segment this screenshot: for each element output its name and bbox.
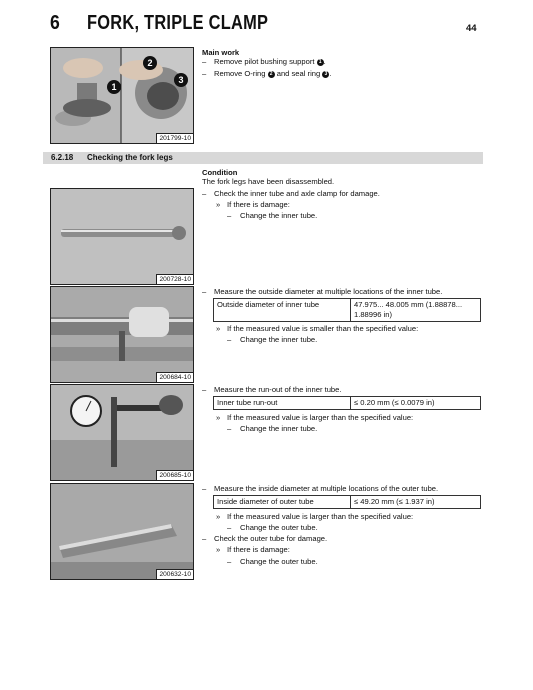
dash-bullet: – [227,335,232,344]
spec-table-runout [213,396,481,410]
spec-label: Inside diameter of outer tube [214,496,351,509]
photo-caption: 201799-10 [156,133,193,143]
photo-caption: 200684-10 [156,372,193,382]
dash-bullet: – [227,523,232,532]
step-if-larger: If the measured value is larger than the specified value: [227,413,414,422]
spec-table-outside [213,298,481,322]
photo-caption: 200685-10 [156,470,193,480]
photo-inner-tube [50,188,194,285]
photo-caption: 200728-10 [156,274,193,284]
arrow-bullet: » [216,324,221,333]
arrow-bullet: » [216,545,221,554]
step-change-outer: Change the outer tube. [240,523,318,532]
photo-measure-outside-illustration [51,287,193,382]
dash-bullet: – [202,484,207,493]
step-text: Remove O-ring [214,69,266,78]
step-text-middle: and seal ring [276,69,321,78]
dash-bullet: – [227,424,232,433]
photo-outer-tube [50,483,194,580]
spec-value: ≤ 49.20 mm (≤ 1.937 in) [351,496,481,509]
callout-2-badge: 2 [143,56,157,70]
photo-measure-outside [50,286,194,383]
ref-2-icon: 2 [268,71,275,78]
dash-bullet: – [202,385,207,394]
spec-value: ≤ 0.20 mm (≤ 0.0079 in) [351,397,481,410]
photo-runout [50,384,194,481]
photo-outer-tube-illustration [51,484,193,579]
spec-label: Outside diameter of inner tube [214,299,351,322]
step-text: Remove pilot bushing support [214,57,315,66]
step-check-outer: Check the outer tube for damage. [214,534,328,543]
step-change-inner-3: Change the inner tube. [240,424,318,433]
condition-heading: Condition [202,168,238,177]
step-measure-runout: Measure the run-out of the inner tube. [214,385,342,394]
spec-table-inside [213,495,481,509]
step-if-damage: If there is damage: [227,200,290,209]
section-title: Checking the fork legs [87,153,173,162]
ref-1-icon: 1 [317,59,324,66]
condition-text: The fork legs have been disassembled. [202,177,335,186]
spec-value: 47.975... 48.005 mm (1.88878... 1.88996 in) [351,299,481,322]
page-number: 44 [466,23,477,34]
dash-bullet: – [227,557,232,566]
dash-bullet: – [202,287,207,296]
main-work-step-2: Remove O-ring 2 and seal ring 3 . [214,69,332,78]
chapter-title: FORK, TRIPLE CLAMP [87,12,269,34]
step-measure-outside: Measure the outside diameter at multiple locations of the inner tube. [214,287,443,296]
step-change-outer-2: Change the outer tube. [240,557,318,566]
arrow-bullet: » [216,200,221,209]
section-number: 6.2.18 [51,153,74,162]
photo-pilot-bushing-illustration [51,48,193,143]
main-work-heading: Main work [202,48,240,57]
main-work-step-1: Remove pilot bushing support 1 . [214,57,326,66]
dash-bullet: – [202,534,207,543]
chapter-number: 6 [50,12,60,34]
photo-inner-tube-illustration [51,189,193,284]
dash-bullet: – [202,57,207,66]
dash-bullet: – [202,69,207,78]
step-change-inner-2: Change the inner tube. [240,335,318,344]
photo-caption: 200632-10 [156,569,193,579]
spec-label: Inner tube run-out [214,397,351,410]
step-measure-inside: Measure the inside diameter at multiple locations of the outer tube. [214,484,439,493]
callout-1-badge: 1 [107,80,121,94]
step-if-larger-2: If the measured value is larger than the specified value: [227,512,414,521]
photo-pilot-bushing [50,47,194,144]
step-change-inner: Change the inner tube. [240,211,318,220]
callout-3-badge: 3 [174,73,188,87]
arrow-bullet: » [216,512,221,521]
arrow-bullet: » [216,413,221,422]
ref-3-icon: 3 [322,71,329,78]
step-if-smaller: If the measured value is smaller than the specified value: [227,324,419,333]
dash-bullet: – [202,189,207,198]
photo-runout-illustration [51,385,193,480]
step-check-inner: Check the inner tube and axle clamp for damage. [214,189,380,198]
step-if-damage-2: If there is damage: [227,545,290,554]
dash-bullet: – [227,211,232,220]
